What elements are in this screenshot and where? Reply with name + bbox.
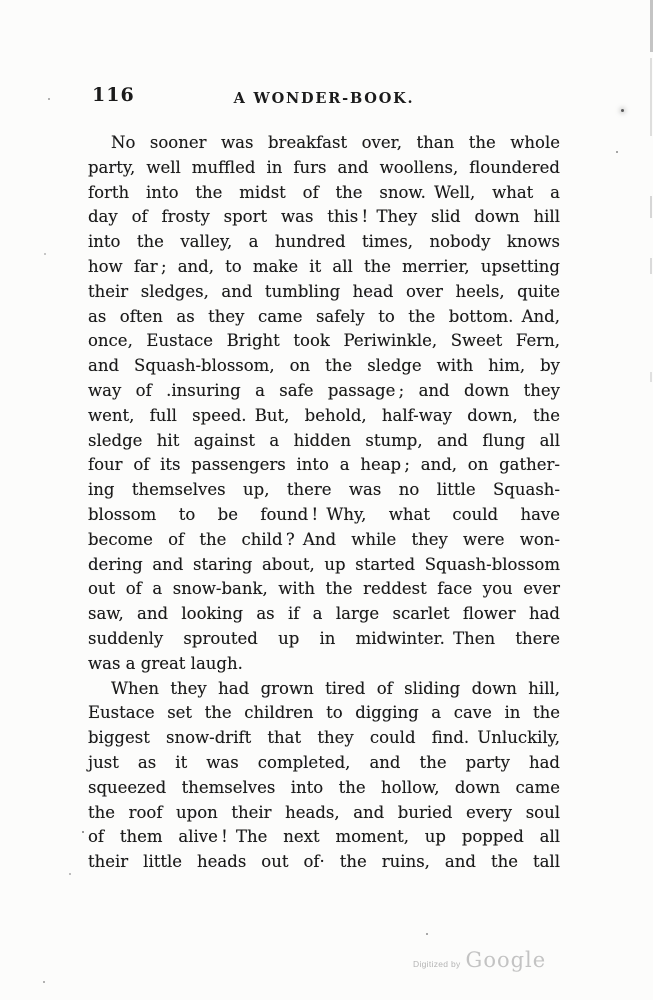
text-line: and Squash-blossom, on the sledge with him, by [88,356,560,376]
text-line: once, Eustace Bright took Periwinkle, Sweet Fern, [88,331,560,351]
scan-speck [44,253,46,255]
scan-edge-line [650,58,652,136]
page-body [88,131,560,875]
text-line: as often as they came safely to the bottom. And, [88,306,560,326]
google-logo: Google [465,948,547,972]
text-line: the roof upon their heads, and buried every soul [88,802,560,822]
text-line: way of .insuring a safe passage ; and down they [88,380,560,400]
text-line: their little heads out of· the ruins, and the tall [88,852,560,872]
text-line: biggest snow-drift that they could find. Unluckily, [88,728,560,748]
scan-edge-line [650,258,652,274]
text-line: When they had grown tired of sliding down hill, [111,678,560,698]
text-line: was a great laugh. [88,653,243,673]
scan-speck [43,981,45,983]
page-header [88,84,560,109]
text-line: went, full speed. But, behold, half-way down, the [88,405,560,425]
text-line: just as it was completed, and the party had [88,752,560,772]
watermark [413,948,546,972]
scan-speck [426,933,428,935]
text-line: become of the child ? And while they were won- [88,529,560,549]
watermark-prefix: Digitized by [413,959,461,969]
text-line: ing themselves up, there was no little Squash- [88,480,560,500]
text-line: how far ; and, to make it all the merrier, upsetting [88,256,560,276]
text-line: forth into the midst of the snow. Well, what a [88,182,560,202]
scan-edge-line [650,196,652,218]
text-line: sledge hit against a hidden stump, and flung all [88,430,560,450]
text-line: blossom to be found ! Why, what could have [88,504,560,524]
text-line: four of its passengers into a heap ; and, on gather- [88,455,560,475]
page-number: 116 [92,84,135,106]
scan-speck [69,873,71,875]
scan-speck [616,151,618,153]
text-line: day of frosty sport was this ! They slid down hill [88,207,560,227]
scan-speck [82,831,84,833]
text-line: No sooner was breakfast over, than the whole [111,133,560,152]
text-line: saw, and looking as if a large scarlet flower had [88,604,560,624]
text-line: of them alive ! The next moment, up popped all [88,827,560,847]
scan-edge-line [650,372,652,382]
text-line: out of a snow-bank, with the reddest face you ever [88,579,560,599]
text-line: party, well muffled in furs and woollens, floundered [88,157,560,177]
text-line: their sledges, and tumbling head over heels, quite [88,281,560,301]
scan-speck [621,109,624,112]
scan-speck [48,98,50,100]
running-title: A WONDER-BOOK. [233,90,415,107]
text-line: dering and staring about, up started Squash-blossom [88,554,560,574]
text-line: into the valley, a hundred times, nobody knows [88,232,560,252]
text-line: Eustace set the children to digging a cave in the [88,703,560,723]
text-line: suddenly sprouted up in midwinter. Then there [88,628,560,648]
text-line: squeezed themselves into the hollow, down came [88,777,560,797]
